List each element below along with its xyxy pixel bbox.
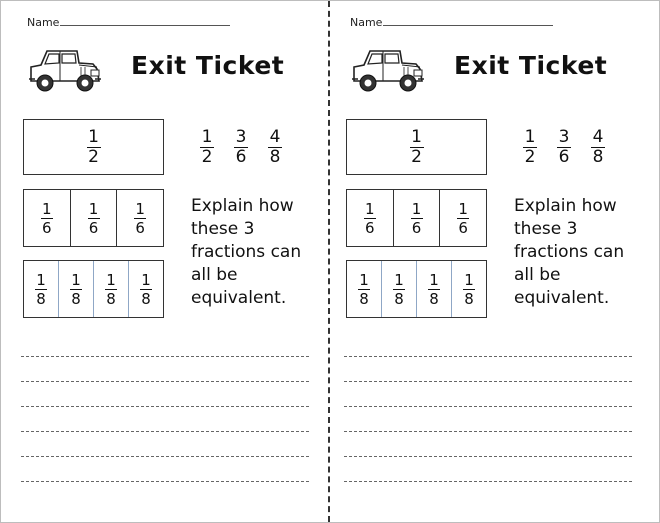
explain-prompt: Explain how these 3 fractions can all be equivalent. bbox=[514, 196, 625, 308]
half-cell bbox=[347, 120, 486, 174]
name-row bbox=[350, 15, 553, 29]
writing-line[interactable] bbox=[344, 431, 632, 432]
fraction-one-half: $\frac{1}{2}$ bbox=[201, 127, 213, 167]
fraction-one-eighth: $\frac{1}{8}$ bbox=[394, 270, 404, 308]
fraction-one-half: $\frac{1}{2}$ bbox=[524, 127, 536, 167]
fraction-three-sixths: $\frac{3}{6}$ bbox=[558, 127, 570, 167]
truck-icon bbox=[350, 43, 426, 95]
exit-ticket-right bbox=[324, 1, 649, 522]
fraction-one-eighth: $\frac{1}{8}$ bbox=[141, 270, 151, 308]
writing-line[interactable] bbox=[21, 356, 309, 357]
writing-line[interactable] bbox=[21, 431, 309, 432]
eighth-cell bbox=[451, 261, 486, 317]
fraction-one-sixth: $\frac{1}{6}$ bbox=[365, 199, 375, 237]
writing-line[interactable] bbox=[344, 456, 632, 457]
writing-line[interactable] bbox=[344, 481, 632, 482]
writing-line[interactable] bbox=[344, 406, 632, 407]
equivalent-fractions bbox=[523, 129, 605, 166]
half-cell bbox=[24, 120, 163, 174]
fraction-one-half: $\frac{1}{2}$ bbox=[88, 126, 99, 167]
answer-lines[interactable] bbox=[21, 356, 309, 506]
fraction-one-sixth: $\frac{1}{6}$ bbox=[135, 199, 145, 237]
fraction-one-eighth: $\frac{1}{8}$ bbox=[429, 270, 439, 308]
name-row bbox=[27, 15, 230, 29]
sixths-bar bbox=[23, 189, 164, 247]
fraction-one-sixth: $\frac{1}{6}$ bbox=[458, 199, 468, 237]
writing-line[interactable] bbox=[344, 356, 632, 357]
eighth-cell bbox=[381, 261, 416, 317]
fraction-one-eighth: $\frac{1}{8}$ bbox=[464, 270, 474, 308]
answer-lines[interactable] bbox=[344, 356, 632, 506]
half-bar bbox=[346, 119, 487, 175]
name-label: Name bbox=[350, 16, 383, 29]
fraction-one-eighth: $\frac{1}{8}$ bbox=[359, 270, 369, 308]
half-bar bbox=[23, 119, 164, 175]
eighth-cell bbox=[416, 261, 451, 317]
sixth-cell bbox=[24, 190, 70, 246]
fraction-one-eighth: $\frac{1}{8}$ bbox=[106, 270, 116, 308]
sixth-cell bbox=[393, 190, 440, 246]
eighths-bar bbox=[346, 260, 487, 318]
sixth-cell bbox=[70, 190, 117, 246]
eighth-cell bbox=[58, 261, 93, 317]
explain-prompt: Explain how these 3 fractions can all be equivalent. bbox=[191, 196, 302, 308]
sixths-bar bbox=[346, 189, 487, 247]
exit-ticket-left bbox=[1, 1, 326, 522]
eighth-cell bbox=[128, 261, 163, 317]
fraction-one-half: $\frac{1}{2}$ bbox=[411, 126, 422, 167]
eighth-cell bbox=[24, 261, 58, 317]
eighth-cell bbox=[347, 261, 381, 317]
writing-line[interactable] bbox=[21, 481, 309, 482]
truck-icon bbox=[27, 43, 103, 95]
eighths-bar bbox=[23, 260, 164, 318]
writing-line[interactable] bbox=[21, 381, 309, 382]
sixth-cell bbox=[347, 190, 393, 246]
writing-line[interactable] bbox=[21, 456, 309, 457]
sixth-cell bbox=[116, 190, 163, 246]
fraction-one-sixth: $\frac{1}{6}$ bbox=[411, 199, 422, 237]
exit-ticket-title: Exit Ticket bbox=[454, 51, 608, 80]
name-field-line bbox=[60, 15, 230, 26]
fraction-one-sixth: $\frac{1}{6}$ bbox=[88, 199, 99, 237]
equivalent-fractions bbox=[200, 129, 282, 166]
fraction-three-sixths: $\frac{3}{6}$ bbox=[235, 127, 247, 167]
name-field-line bbox=[383, 15, 553, 26]
fraction-one-eighth: $\frac{1}{8}$ bbox=[36, 270, 46, 308]
name-label: Name bbox=[27, 16, 60, 29]
sixth-cell bbox=[439, 190, 486, 246]
writing-line[interactable] bbox=[21, 406, 309, 407]
fraction-four-eighths: $\frac{4}{8}$ bbox=[592, 127, 604, 167]
writing-line[interactable] bbox=[344, 381, 632, 382]
fraction-one-sixth: $\frac{1}{6}$ bbox=[42, 199, 52, 237]
fraction-one-eighth: $\frac{1}{8}$ bbox=[71, 270, 81, 308]
exit-ticket-title: Exit Ticket bbox=[131, 51, 285, 80]
fraction-four-eighths: $\frac{4}{8}$ bbox=[269, 127, 281, 167]
eighth-cell bbox=[93, 261, 128, 317]
